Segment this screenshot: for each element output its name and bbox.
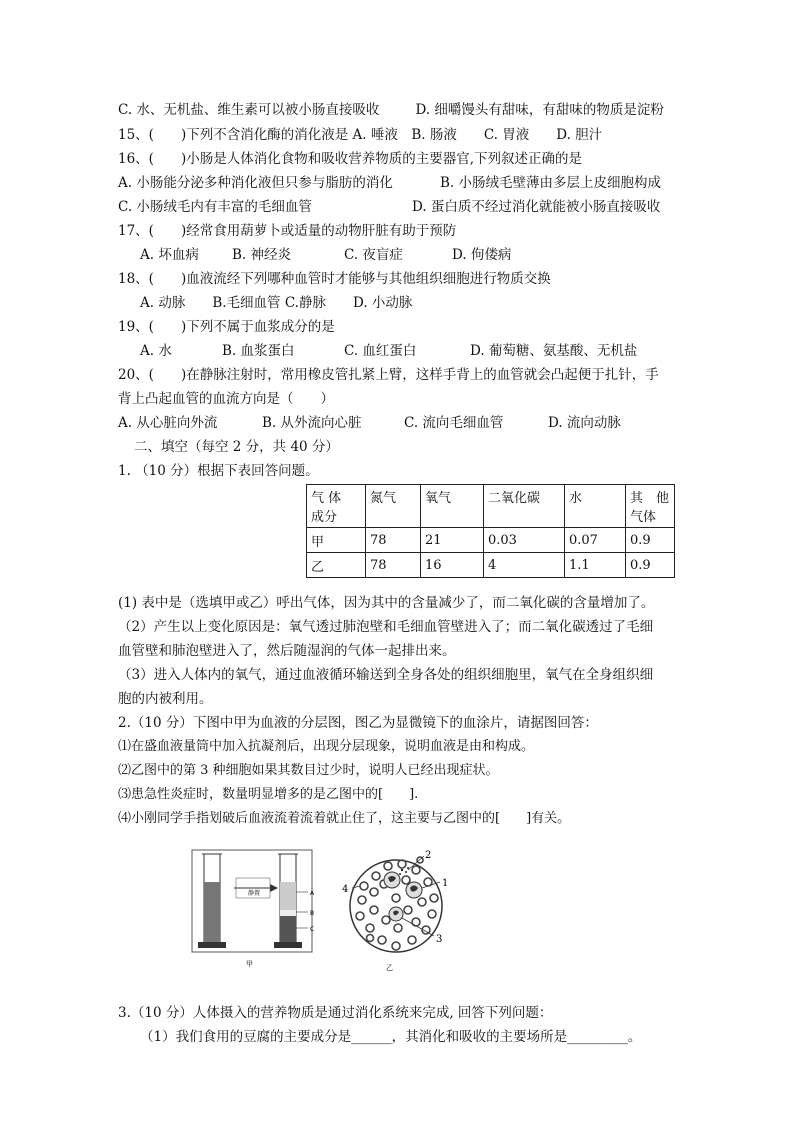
gas-composition-table xyxy=(306,484,675,578)
fill-3-q1: （1）我们食用的豆腐的主要成分是______，其消化和吸收的主要场所是_________。 xyxy=(140,1029,642,1045)
fill-1-stem: 1. （10 分）根据下表回答问题。 xyxy=(118,463,319,479)
q20-stem-line1: 20、( )在静脉注射时，常用橡皮管扎紧上臂，这样手背上的血管就会凸起便于扎针，手 xyxy=(118,367,659,383)
q20-option-a: A. 从心脏向外流 xyxy=(118,415,218,431)
table-header-cell: 其 他 气体 xyxy=(626,485,675,528)
q20-option-b: B. 从外流向心脏 xyxy=(262,415,362,431)
fill-1-q2-line2: 血管壁和肺泡壁进入了，然后随湿润的气体一起排出来。 xyxy=(118,643,456,659)
table-cell: 21 xyxy=(421,528,484,553)
cell-label-1: 1 xyxy=(442,878,449,889)
blood-layer-figure xyxy=(190,848,338,972)
table-cell: 0.9 xyxy=(626,553,675,578)
q17-stem: 17、( )经常食用葫萝卜或适量的动物肝脏有助于预防 xyxy=(118,223,457,239)
table-header-row xyxy=(307,485,675,528)
q18-options: A. 动脉 B.毛细血管 C.静脉 D. 小动脉 xyxy=(140,295,413,311)
q19-option-a: A. 水 xyxy=(140,343,172,359)
q20-option-d: D. 流向动脉 xyxy=(548,415,621,431)
q14-options-cd xyxy=(118,101,664,119)
q16-option-d: D. 蛋白质不经过消化就能被小肠直接吸收 xyxy=(412,199,661,215)
table-cell: 0.03 xyxy=(484,528,565,553)
q20-stem-line2: 背上凸起血管的血流方向是（ ） xyxy=(118,391,334,407)
table-cell: 16 xyxy=(421,553,484,578)
table-cell: 78 xyxy=(366,528,421,553)
q19-stem: 19、( )下列不属于血浆成分的是 xyxy=(118,319,335,335)
fill-2-q3: ⑶患急性炎症时，数量明显增多的是乙图中的[ ]. xyxy=(118,787,419,802)
table-cell: 4 xyxy=(484,553,565,578)
q19-option-d: D. 葡萄糖、氨基酸、无机盐 xyxy=(470,343,638,359)
table-cell: 乙 xyxy=(307,553,366,578)
fill-1-q1: (1) 表中是（选填甲或乙）呼出气体，因为其中的含量减少了，而二氧化碳的含量增加了。 xyxy=(118,595,655,611)
table-header-cell: 气 体 成分 xyxy=(307,485,366,528)
layer-label-a: A xyxy=(310,890,315,897)
arrow-label: 静置 xyxy=(248,890,261,897)
q14-option-c: C. 水、无机盐、维生素可以被小肠直接吸收 xyxy=(118,102,380,118)
blood-smear-figure xyxy=(338,840,458,974)
table-header-cell: 水 xyxy=(565,485,626,528)
cylinder-after-icon xyxy=(274,854,308,948)
fill-3-stem: 3.（10 分）人体摄入的营养物质是通过消化系统来完成, 回答下列问题： xyxy=(118,1005,553,1021)
q17-option-d: D. 佝偻病 xyxy=(452,247,512,263)
cell-label-3: 3 xyxy=(436,934,443,945)
q19-option-c: C. 血红蛋白 xyxy=(344,343,417,359)
layer-label-c: C xyxy=(310,926,315,933)
fill-1-q3-line2: 胞的内被利用。 xyxy=(118,691,213,707)
q18-stem: 18、( )血液流经下列哪种血管时才能够与其他组织细胞进行物质交换 xyxy=(118,271,551,287)
table-header-cell: 二氧化碳 xyxy=(484,485,565,528)
fill-1-q3-line1: （3）进入人体内的氧气，通过血液循环输送到全身各处的组织细胞里，氧气在全身组织细 xyxy=(118,667,654,683)
table-cell: 1.1 xyxy=(565,553,626,578)
q19-option-b: B. 血浆蛋白 xyxy=(222,343,295,359)
figure-yi-label: 乙 xyxy=(386,964,393,972)
q17-option-c: C. 夜盲症 xyxy=(344,247,403,263)
fill-2-q1: ⑴在盛血液量筒中加入抗凝剂后，出现分层现象，说明血液是由和构成。 xyxy=(118,739,535,754)
q16-option-a: A. 小肠能分泌多种消化液但只参与脂肪的消化 xyxy=(118,175,393,191)
q16-option-b: B. 小肠绒毛壁薄由多层上皮细胞构成 xyxy=(440,175,662,191)
table-cell: 78 xyxy=(366,553,421,578)
cell-label-2: 2 xyxy=(425,850,432,861)
q15-text: 15、( )下列不含消化酶的消化液是 A. 唾液 B. 肠液 C. 胃液 D. 胆汁 xyxy=(118,127,603,143)
table-row xyxy=(307,528,675,553)
q17-option-a: A. 坏血病 xyxy=(140,247,199,263)
q20-option-c: C. 流向毛细血管 xyxy=(404,415,504,431)
layer-label-b: B xyxy=(310,910,315,917)
table-header-cell: 氧气 xyxy=(421,485,484,528)
cylinder-before-icon xyxy=(198,854,226,948)
table-cell: 0.07 xyxy=(565,528,626,553)
q16-stem: 16、( )小肠是人体消化食物和吸收营养物质的主要器官,下列叙述正确的是 xyxy=(118,151,583,167)
section-2-heading: 二、填空（每空 2 分，共 40 分） xyxy=(134,439,339,455)
table-cell: 甲 xyxy=(307,528,366,553)
q17-option-b: B. 神经炎 xyxy=(232,247,292,263)
q14-option-d: D. 细嚼馒头有甜味，有甜味的物质是淀粉 xyxy=(415,102,664,118)
table-header-cell: 氮气 xyxy=(366,485,421,528)
fill-2-q4: ⑷小刚同学手指划破后血液流着流着就止住了，这主要与乙图中的[ ]有关。 xyxy=(118,811,571,826)
table-cell: 0.9 xyxy=(626,528,675,553)
cell-label-4: 4 xyxy=(342,884,349,895)
q16-option-c: C. 小肠绒毛内有丰富的毛细血管 xyxy=(118,199,312,215)
fill-1-q2-line1: （2）产生以上变化原因是：氧气透过肺泡壁和毛细血管壁进入了；而二氧化碳透过了毛细 xyxy=(118,619,654,635)
table-row xyxy=(307,553,675,578)
fill-2-q2: ⑵乙图中的第 3 种细胞如果其数目过少时，说明人已经出现症状。 xyxy=(118,763,499,778)
figure-jia-label: 甲 xyxy=(246,960,253,968)
fill-2-stem: 2.（10 分）下图中甲为血液的分层图，图乙为显微镜下的血涂片，请据图回答： xyxy=(118,715,598,731)
